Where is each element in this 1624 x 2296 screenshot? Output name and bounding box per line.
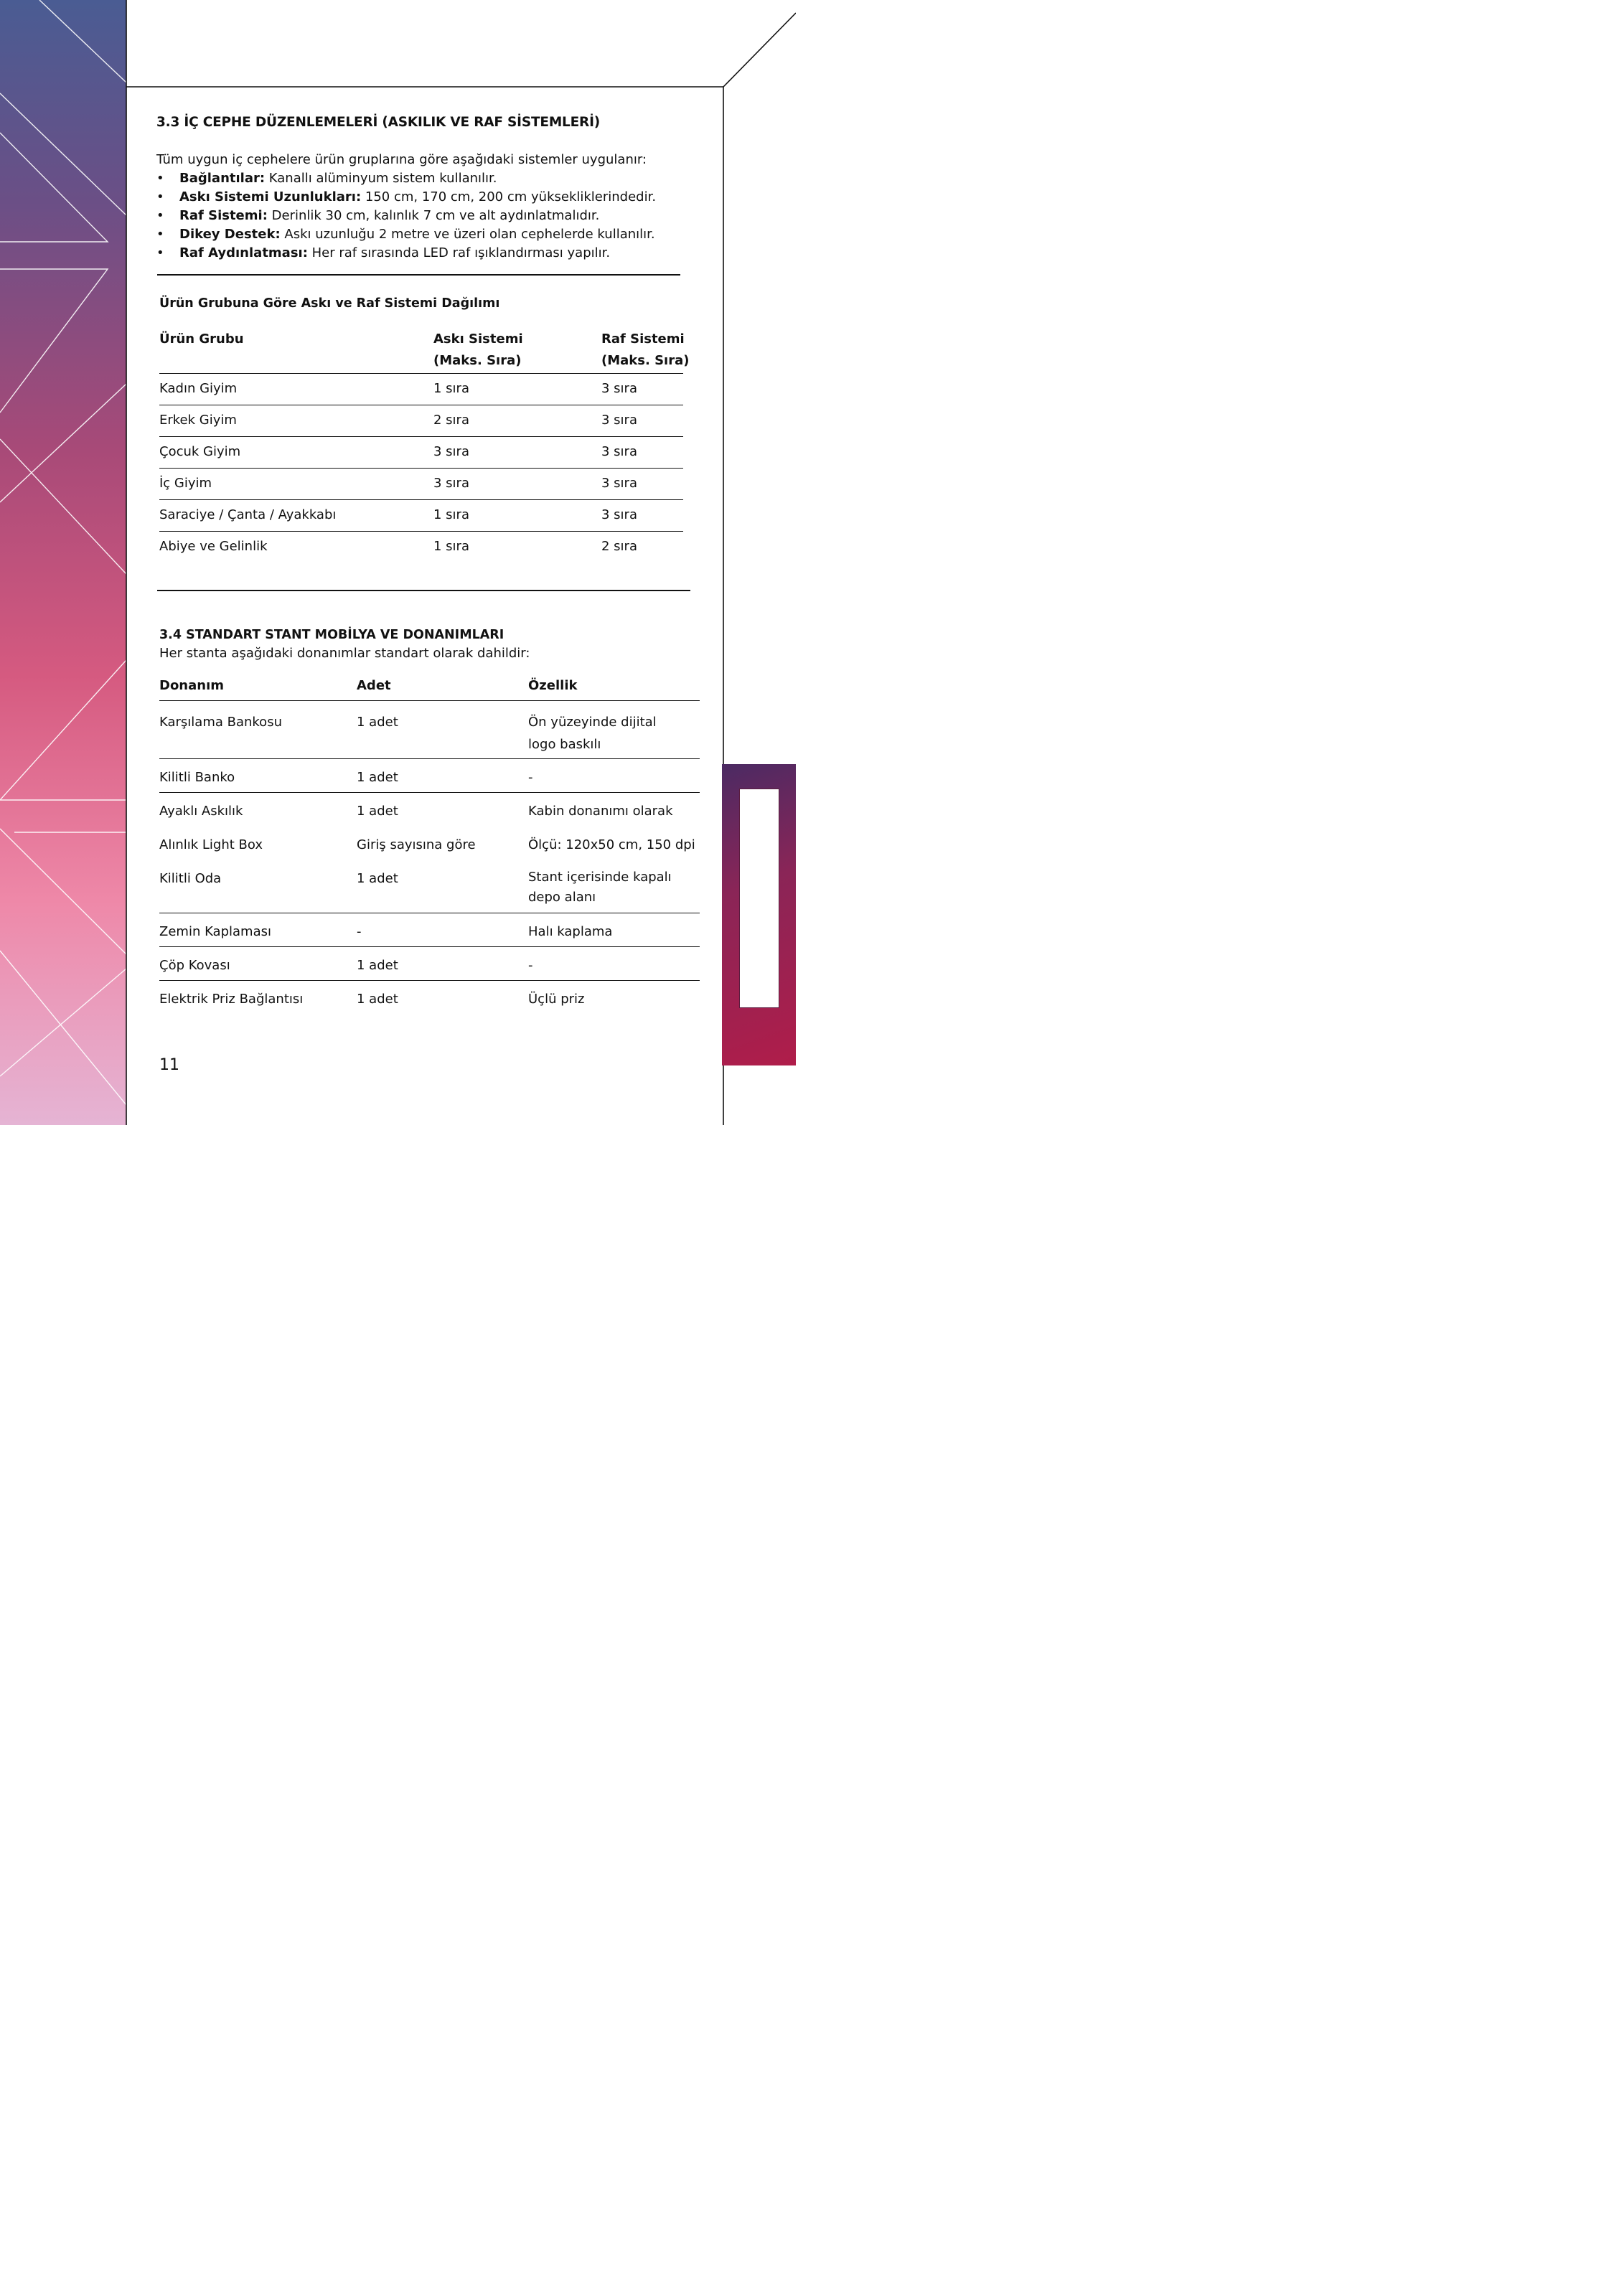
section-3-3-title: 3.3 İÇ CEPHE DÜZENLEMELERİ (ASKILIK VE RAF SİSTEMLERİ) bbox=[156, 115, 601, 130]
table-cell: - bbox=[357, 924, 362, 939]
table-cell: Ölçü: 120x50 cm, 150 dpi bbox=[528, 837, 695, 852]
table-cell: 3 sıra bbox=[601, 476, 637, 491]
section-3-4-intro: Her stanta aşağıdaki donanımlar standart olarak dahildir: bbox=[159, 646, 530, 661]
table-cell: 1 adet bbox=[357, 770, 398, 785]
page-tab-window bbox=[739, 789, 779, 1008]
table-row bbox=[159, 468, 683, 499]
bullet-item bbox=[156, 207, 656, 225]
systems-bullet-list bbox=[156, 169, 656, 263]
table-cell: Çöp Kovası bbox=[159, 958, 230, 973]
table-cell: 3 sıra bbox=[601, 444, 637, 459]
table-cell: İç Giyim bbox=[159, 476, 212, 491]
section-divider bbox=[157, 590, 690, 591]
table-row bbox=[159, 860, 700, 913]
table-cell: 2 sıra bbox=[601, 539, 637, 554]
table-cell: Abiye ve Gelinlik bbox=[159, 539, 268, 554]
table-cell: 1 adet bbox=[357, 992, 398, 1007]
section-3-4-title: 3.4 STANDART STANT MOBİLYA VE DONANIMLARI bbox=[159, 628, 504, 642]
table-cell: Alınlık Light Box bbox=[159, 837, 263, 852]
table-cell: 2 sıra bbox=[433, 413, 469, 428]
bullet-dot-icon: • bbox=[156, 208, 164, 223]
table-row bbox=[159, 436, 683, 468]
bullet-label: Raf Sistemi: bbox=[179, 208, 268, 223]
table-cell: Ayaklı Askılık bbox=[159, 804, 243, 819]
table-cell: 3 sıra bbox=[601, 413, 637, 428]
table-header-cell: Ürün Grubu bbox=[159, 331, 244, 347]
bullet-text: 150 cm, 170 cm, 200 cm yüksekliklerindedir. bbox=[361, 189, 657, 204]
table-cell: Zemin Kaplaması bbox=[159, 924, 271, 939]
bullet-dot-icon: • bbox=[156, 171, 164, 186]
table-row bbox=[159, 531, 683, 563]
table-cell: - bbox=[528, 770, 533, 785]
bullet-item bbox=[156, 188, 656, 207]
table-cell: Giriş sayısına göre bbox=[357, 837, 476, 852]
bullet-label: Bağlantılar: bbox=[179, 171, 266, 186]
decorative-page-tab bbox=[722, 764, 796, 1065]
bullet-text: Kanallı alüminyum sistem kullanılır. bbox=[265, 171, 497, 186]
table-cell: 3 sıra bbox=[601, 381, 637, 396]
table-cell: 3 sıra bbox=[433, 444, 469, 459]
table-cell: 3 sıra bbox=[433, 476, 469, 491]
bullet-item bbox=[156, 244, 656, 263]
table-row bbox=[159, 758, 700, 792]
bullet-item bbox=[156, 225, 656, 244]
table-row bbox=[159, 792, 700, 827]
table-cell: Üçlü priz bbox=[528, 992, 585, 1007]
table-cell: Halı kaplama bbox=[528, 924, 613, 939]
table-row bbox=[159, 405, 683, 436]
section-divider bbox=[157, 274, 680, 276]
table-header-row bbox=[159, 674, 700, 700]
table-row bbox=[159, 946, 700, 980]
hanger-shelf-table bbox=[159, 324, 690, 563]
table-cell: 1 adet bbox=[357, 958, 398, 973]
table-cell: Stant içerisinde kapalı depo alanı bbox=[528, 870, 672, 905]
table-header-cell: Askı Sistemi (Maks. Sıra) bbox=[433, 331, 523, 368]
table-cell: 1 sıra bbox=[433, 507, 469, 522]
bullet-dot-icon: • bbox=[156, 245, 164, 260]
bullet-text: Askı uzunluğu 2 metre ve üzeri olan cephelerde kullanılır. bbox=[280, 227, 655, 242]
bullet-label: Dikey Destek: bbox=[179, 227, 281, 242]
table-row bbox=[159, 827, 700, 860]
table-row bbox=[159, 913, 700, 946]
bullet-label: Raf Aydınlatması: bbox=[179, 245, 308, 260]
table-row bbox=[159, 499, 683, 531]
table-cell: 1 adet bbox=[357, 871, 398, 886]
table-cell: 1 sıra bbox=[433, 539, 469, 554]
table-row bbox=[159, 980, 700, 1014]
table-cell: Kilitli Oda bbox=[159, 871, 222, 886]
bullet-label: Askı Sistemi Uzunlukları: bbox=[179, 189, 362, 204]
section-3-3-intro: Tüm uygun iç cephelere ürün gruplarına göre aşağıdaki sistemler uygulanır: bbox=[156, 152, 647, 167]
bullet-text: Derinlik 30 cm, kalınlık 7 cm ve alt aydınlatmalıdır. bbox=[267, 208, 600, 223]
table-header-cell: Adet bbox=[357, 678, 391, 693]
table-cell: Kilitli Banko bbox=[159, 770, 235, 785]
table-row bbox=[159, 700, 700, 758]
table-header-cell: Özellik bbox=[528, 678, 578, 693]
table-cell: Karşılama Bankosu bbox=[159, 715, 282, 730]
table-cell: Erkek Giyim bbox=[159, 413, 237, 428]
table-header-row bbox=[159, 324, 690, 373]
table-row bbox=[159, 373, 683, 405]
equipment-table bbox=[159, 674, 700, 1014]
page-number: 11 bbox=[159, 1056, 179, 1074]
table-cell: Saraciye / Çanta / Ayakkabı bbox=[159, 507, 337, 522]
table-header-cell: Donanım bbox=[159, 678, 225, 693]
table-cell: Kabin donanımı olarak bbox=[528, 804, 673, 819]
table-cell: 3 sıra bbox=[601, 507, 637, 522]
table-cell: Çocuk Giyim bbox=[159, 444, 241, 459]
bullet-dot-icon: • bbox=[156, 189, 164, 204]
table-header-cell: Raf Sistemi (Maks. Sıra) bbox=[601, 331, 690, 368]
table-cell: Kadın Giyim bbox=[159, 381, 238, 396]
table-cell: - bbox=[528, 958, 533, 973]
table-cell: Elektrik Priz Bağlantısı bbox=[159, 992, 304, 1007]
table-cell: 1 adet bbox=[357, 715, 398, 730]
bullet-item bbox=[156, 169, 656, 188]
bullet-text: Her raf sırasında LED raf ışıklandırması yapılır. bbox=[307, 245, 611, 260]
table-cell: Ön yüzeyinde dijital logo baskılı bbox=[528, 715, 657, 752]
bullet-dot-icon: • bbox=[156, 227, 164, 242]
table-cell: 1 sıra bbox=[433, 381, 469, 396]
table-cell: 1 adet bbox=[357, 804, 398, 819]
table1-title: Ürün Grubuna Göre Askı ve Raf Sistemi Dağılımı bbox=[159, 296, 500, 311]
